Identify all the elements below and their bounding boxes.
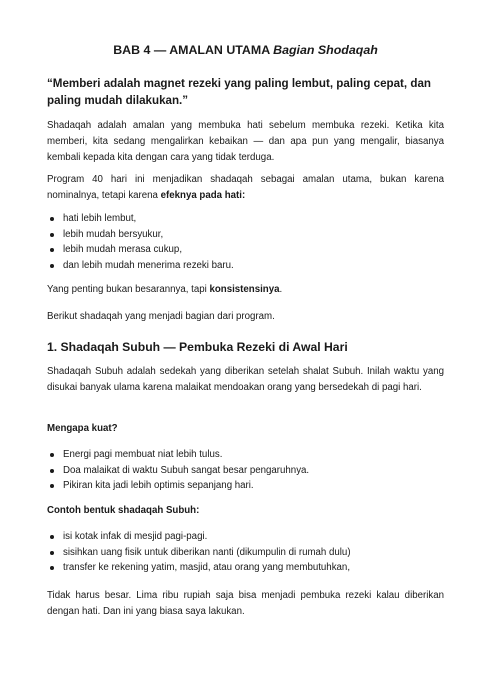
opening-quote: “Memberi adalah magnet rezeki yang paling lembut, paling cepat, dan paling mudah dilakukan.” <box>47 77 431 107</box>
bullet-icon <box>50 248 54 252</box>
bullet-icon <box>50 233 54 237</box>
program-paragraph <box>47 172 444 204</box>
bullet-icon <box>50 551 54 555</box>
list-item: lebih mudah merasa cukup, <box>47 242 444 258</box>
list-item: dan lebih mudah menerima rezeki baru. <box>47 258 444 274</box>
bullet-icon <box>50 566 54 570</box>
intro-paragraph: Shadaqah adalah amalan yang membuka hati sebelum membuka rezeki. Ketika kita memberi, kita sedang mengalirkan kebaikan — dan apa pun yang mengalir, biasanya kembali kepada kita dengan cara yang tidak terduga. <box>47 120 444 164</box>
why-list <box>47 447 444 494</box>
list-item: lebih mudah bersyukur, <box>47 227 444 243</box>
consistency-paragraph: Yang penting bukan besarannya, tapi konsistensinya. <box>47 284 283 295</box>
chapter-title <box>47 42 444 58</box>
effects-list <box>47 211 444 273</box>
bullet-icon <box>50 264 54 268</box>
examples-list <box>47 529 444 576</box>
program-intro: Berikut shadaqah yang menjadi bagian dari program. <box>47 311 275 322</box>
list-item: Pikiran kita jadi lebih optimis sepanjang hari. <box>47 478 444 494</box>
section-paragraph: Shadaqah Subuh adalah sedekah yang diberikan setelah shalat Subuh. Inilah waktu yang disukai banyak ulama karena malaikat mendoakan orang yang bersedekah di pagi hari. <box>47 366 444 394</box>
bullet-icon <box>50 484 54 488</box>
bullet-icon <box>50 469 54 473</box>
closing-paragraph: Tidak harus besar. Lima ribu rupiah saja bisa menjadi pembuka rezeki kalau diberikan dengan hati. Dan ini yang biasa saya lakukan. <box>47 590 444 618</box>
why-heading: Mengapa kuat? <box>47 423 118 434</box>
program-paragraph-bold: efeknya pada hati: <box>160 190 246 202</box>
examples-heading: Contoh bentuk shadaqah Subuh: <box>47 505 200 516</box>
chapter-title-main: BAB 4 — AMALAN UTAMA <box>113 43 270 57</box>
list-item: isi kotak infak di mesjid pagi-pagi. <box>47 529 444 545</box>
list-item: sisihkan uang fisik untuk diberikan nanti (dikumpulin di rumah dulu) <box>47 545 444 561</box>
section-heading: 1. Shadaqah Subuh — Pembuka Rezeki di Awal Hari <box>47 340 348 354</box>
list-item: transfer ke rekening yatim, masjid, atau orang yang membutuhkan, <box>47 560 444 576</box>
bullet-icon <box>50 453 54 457</box>
consistency-bold: konsistensinya <box>209 284 280 295</box>
program-paragraph-text: Program 40 hari ini menjadikan shadaqah sebagai amalan utama, bukan karena nominalnya, tetapi karena <box>47 174 444 202</box>
bullet-icon <box>50 217 54 221</box>
list-item: hati lebih lembut, <box>47 211 444 227</box>
list-item: Energi pagi membuat niat lebih tulus. <box>47 447 444 463</box>
bullet-icon <box>50 535 54 539</box>
list-item: Doa malaikat di waktu Subuh sangat besar pengaruhnya. <box>47 463 444 479</box>
chapter-title-italic: Bagian Shodaqah <box>273 43 378 57</box>
